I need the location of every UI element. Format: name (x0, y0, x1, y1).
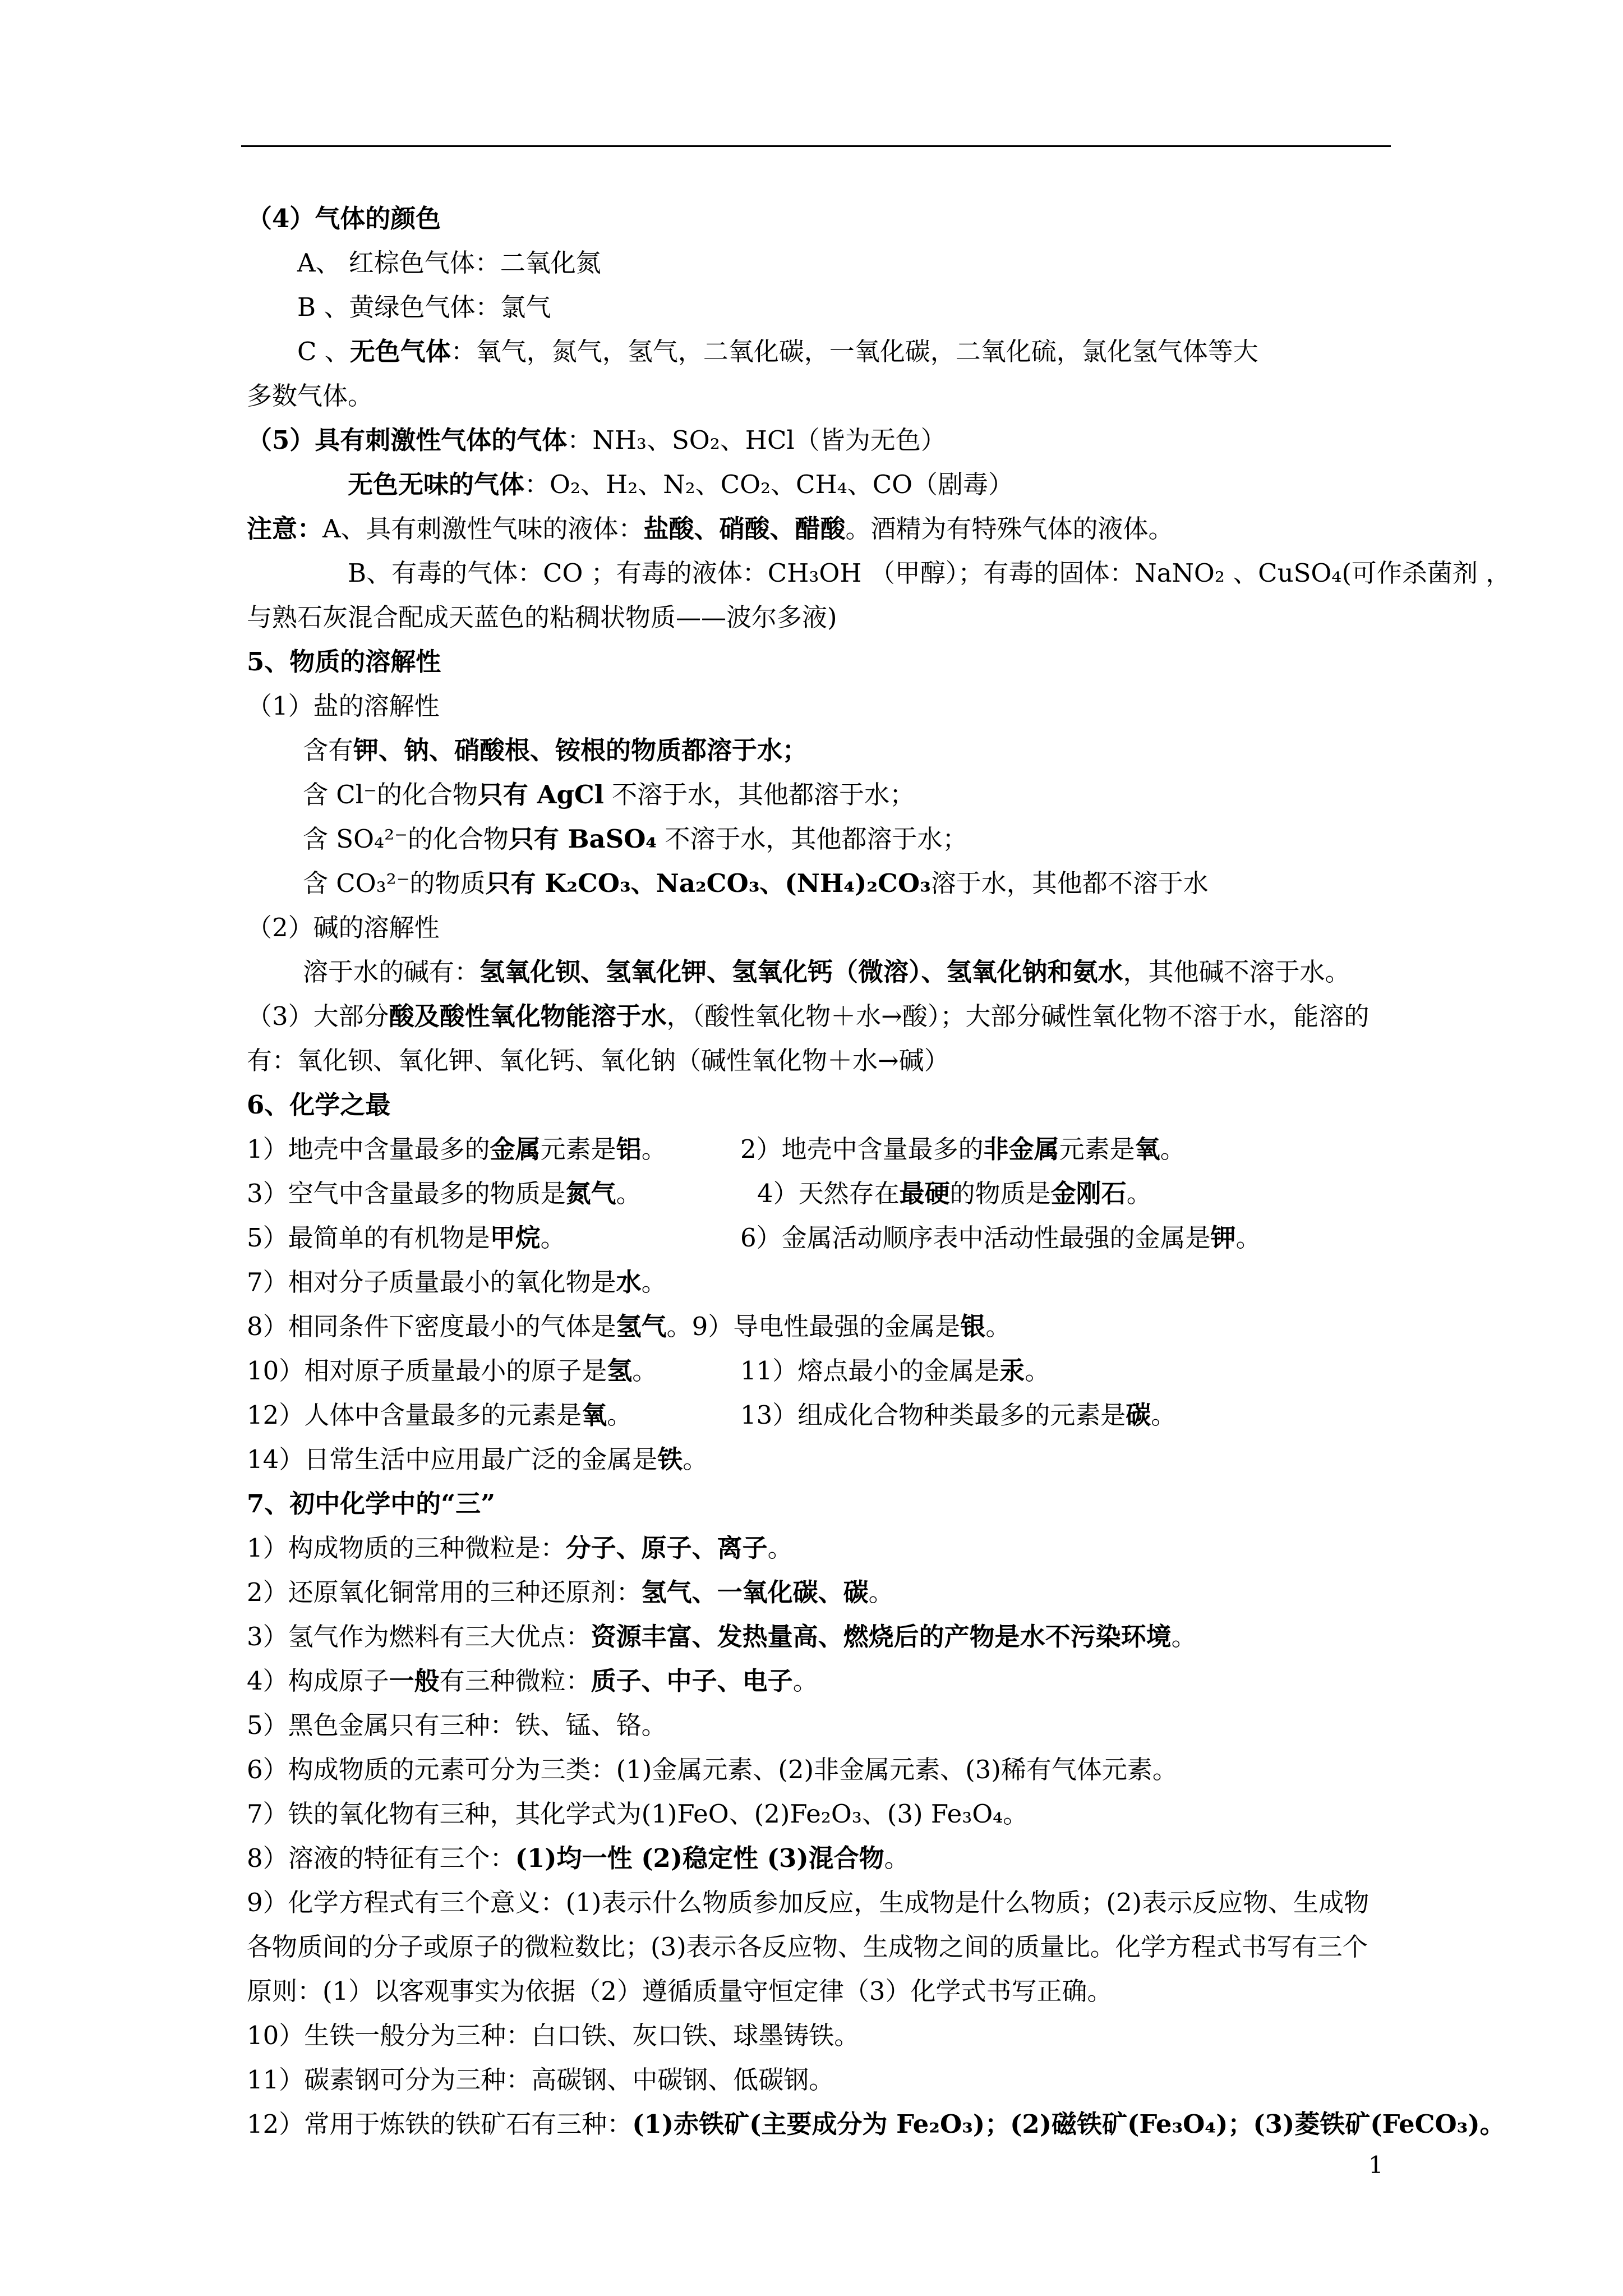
oxide-rule-bold: 酸及酸性氧化物能溶于水 (389, 1001, 667, 1031)
three-3-bold: 资源丰富、发热量高、燃烧后的产物是水不污染环境 (591, 1622, 1172, 1651)
superlative-2-text: 2）地壳中含量最多的 (740, 1134, 984, 1164)
salt-rule-3-text: 含 SO₄²⁻的化合物 (303, 824, 509, 854)
superlative-6-text: 6）金属活动顺序表中活动性最强的金属是 (740, 1223, 1211, 1253)
note-a (247, 507, 1380, 551)
superlative-11-bold: 汞 (999, 1356, 1025, 1386)
superlative-13 (740, 1400, 1176, 1430)
three-4-bold-a: 一般 (389, 1666, 440, 1696)
superlative-2 (740, 1134, 1186, 1164)
salt-rule-1-text: 含有 (303, 735, 354, 765)
superlative-4-mid: 的物质是 (949, 1179, 1051, 1208)
superlative-14 (247, 1437, 1380, 1481)
salt-rule-1 (247, 728, 1380, 772)
superlative-row-1 (247, 1127, 1380, 1171)
superlative-5-end: 。 (540, 1223, 566, 1253)
three-8-end: 。 (884, 1843, 910, 1873)
gas-odorless (247, 462, 1380, 507)
superlative-3-text: 3）空气中含量最多的物质是 (247, 1179, 566, 1208)
gas-smell-heading-text: ：NH₃、SO₂、HCl（皆为无色） (567, 425, 946, 455)
superlative-row-3 (247, 1216, 1380, 1260)
superlative-5-bold: 甲烷 (490, 1223, 541, 1253)
header-rule (241, 145, 1391, 147)
three-12-bold: (1)赤铁矿(主要成分为 Fe₂O₃)；(2)磁铁矿(Fe₃O₄)；(3)菱铁矿(FeCO₃)。 (632, 2109, 1505, 2139)
document-body (247, 196, 1511, 2146)
three-2-bold: 氢气、一氧化碳、碳 (641, 1577, 869, 1607)
base-rule (247, 950, 1380, 994)
superlative-12-text: 12）人体中含量最多的元素是 (247, 1400, 582, 1430)
three-3 (247, 1614, 1380, 1659)
superlative-10-text: 10）相对原子质量最小的原子是 (247, 1356, 607, 1386)
three-6: 6）构成物质的元素可分为三类：(1)金属元素、(2)非金属元素、(3)稀有气体元素。 (247, 1755, 1178, 1784)
salt-heading: （1）盐的溶解性 (247, 691, 440, 721)
salt-rule-3 (247, 817, 1380, 861)
note-b-cont: 与熟石灰混合配成天蓝色的粘稠状物质——波尔多液) (247, 602, 837, 632)
page-number: 1 (1368, 2151, 1384, 2179)
note-b: B、有毒的气体：CO ；有毒的液体：CH₃OH （甲醇）；有毒的固体：NaNO₂ 、CuSO₄(可作杀菌剂 ， (348, 558, 1511, 588)
superlative-7-text: 7）相对分子质量最小的氧化物是 (247, 1267, 616, 1297)
superlative-12-end: 。 (607, 1400, 633, 1430)
three-9-cont-1: 各物质间的分子或原子的微粒数比；(3)表示各反应物、生成物之间的质量比。化学方程式书写有三个 (247, 1932, 1368, 1962)
three-3-end: 。 (1171, 1622, 1197, 1651)
superlative-3 (247, 1171, 757, 1216)
superlative-4-bold-a: 最硬 (899, 1179, 950, 1208)
three-5: 5）黑色金属只有三种：铁、锰、铬。 (247, 1710, 667, 1740)
superlative-13-end: 。 (1151, 1400, 1177, 1430)
superlative-7 (247, 1260, 1380, 1304)
superlative-4 (757, 1179, 1152, 1208)
three-9-cont-2: 原则：(1）以客观事实为依据（2）遵循质量守恒定律（3）化学式书写正确。 (247, 1976, 1113, 2006)
salt-rule-4 (247, 861, 1380, 905)
three-10: 10）生铁一般分为三种：白口铁、灰口铁、球墨铸铁。 (247, 2021, 860, 2050)
superlative-9 (692, 1312, 1011, 1341)
gas-color-c (247, 329, 1380, 374)
superlative-6-end: 。 (1235, 1223, 1261, 1253)
superlative-4-end: 。 (1126, 1179, 1152, 1208)
superlative-5 (247, 1216, 740, 1260)
three-1 (247, 1526, 1380, 1570)
superlative-3-bold: 氮气 (565, 1179, 616, 1208)
note-a-text: A、具有刺激性气味的液体： (322, 514, 644, 544)
superlative-5-text: 5）最简单的有机物是 (247, 1223, 490, 1253)
superlative-10 (247, 1349, 740, 1393)
superlative-9-bold: 银 (960, 1312, 986, 1341)
superlative-3-end: 。 (616, 1179, 642, 1208)
salt-rule-2-text: 含 Cl⁻的化合物 (303, 780, 478, 809)
three-1-bold: 分子、原子、离子 (565, 1533, 768, 1563)
three-12-text: 12）常用于炼铁的铁矿石有三种： (247, 2109, 633, 2139)
superlative-2-bold-a: 非金属 (983, 1134, 1059, 1164)
three-1-text: 1）构成物质的三种微粒是： (247, 1533, 566, 1563)
salt-rule-3-tail: 不溶于水，其他都溶于水； (657, 824, 968, 854)
salt-rule-2-tail: 不溶于水，其他都溶于水； (603, 780, 915, 809)
superlative-6 (740, 1223, 1261, 1253)
superlative-row-6 (247, 1349, 1380, 1393)
note-a-bold: 盐酸、硝酸、醋酸 (643, 514, 846, 544)
superlative-11 (740, 1356, 1050, 1386)
superlative-11-text: 11）熔点最小的金属是 (740, 1356, 1000, 1386)
base-rule-bold: 氢氧化钡、氢氧化钾、氢氧化钙（微溶）、氢氧化钠和氨水 (479, 957, 1123, 987)
note-label: 注意： (247, 514, 323, 544)
salt-rule-2-bold: 只有 AgCl (477, 780, 604, 809)
base-rule-tail: ，其他碱不溶于水。 (1123, 957, 1350, 987)
superlative-14-text: 14）日常生活中应用最广泛的金属是 (247, 1444, 658, 1474)
superlative-1 (247, 1127, 740, 1171)
salt-rule-4-bold: 只有 K₂CO₃、Na₂CO₃、(NH₄)₂CO₃ (485, 868, 931, 898)
superlative-1-bold-a: 金属 (490, 1134, 541, 1164)
superlative-14-end: 。 (683, 1444, 708, 1474)
gas-color-c-prefix: C 、 (297, 337, 350, 366)
three-2-end: 。 (868, 1577, 894, 1607)
superlative-13-text: 13）组成化合物种类最多的元素是 (740, 1400, 1126, 1430)
note-a-tail: 。酒精为有特殊气体的液体。 (845, 514, 1174, 544)
oxide-rule-tail: ，（酸性氧化物＋水→酸）；大部分碱性氧化物不溶于水，能溶的 (666, 1001, 1370, 1031)
superlative-13-bold: 碳 (1126, 1400, 1151, 1430)
superlative-1-bold-b: 铝 (616, 1134, 642, 1164)
superlative-7-end: 。 (641, 1267, 667, 1297)
superlative-8-text: 8）相同条件下密度最小的气体是 (247, 1312, 616, 1341)
three-2 (247, 1570, 1380, 1614)
superlative-8 (247, 1312, 692, 1341)
oxide-rule-cont: 有：氧化钡、氧化钾、氧化钙、氧化钠（碱性氧化物＋水→碱） (247, 1046, 949, 1075)
gas-color-b: B 、黄绿色气体：氯气 (297, 292, 551, 322)
three-8-bold: (1)均一性 (2)稳定性 (3)混合物 (515, 1843, 884, 1873)
three-12 (247, 2102, 1505, 2146)
three-9: 9）化学方程式有三个意义：(1)表示什么物质参加反应，生成物是什么物质；(2)表示反应物、生成物 (247, 1888, 1370, 1917)
three-7: 7）铁的氧化物有三种，其化学式为(1)FeO、(2)Fe₂O₃、(3) Fe₃O₄。 (247, 1799, 1029, 1829)
superlative-2-mid: 元素是 (1059, 1134, 1135, 1164)
three-4-text: 4）构成原子 (247, 1666, 389, 1696)
oxide-rule (247, 994, 1380, 1038)
three-1-end: 。 (767, 1533, 793, 1563)
superlative-1-text: 1）地壳中含量最多的 (247, 1134, 490, 1164)
salt-rule-2 (247, 772, 1380, 817)
superlative-10-bold: 氢 (607, 1356, 633, 1386)
superlative-6-bold: 钾 (1210, 1223, 1236, 1253)
gas-color-c-bold: 无色气体 (349, 337, 451, 366)
superlative-2-bold-b: 氧 (1135, 1134, 1160, 1164)
superlative-9-text: 9）导电性最强的金属是 (691, 1312, 961, 1341)
gas-color-a: A、 红棕色气体：二氧化氮 (297, 248, 601, 278)
salt-rule-1-bold: 钾、钠、硝酸根、铵根的物质都溶于水； (353, 735, 808, 765)
salt-rule-3-bold: 只有 BaSO₄ (508, 824, 657, 854)
superlative-row-7 (247, 1393, 1380, 1437)
threes-heading: 7、初中化学中的“三” (247, 1489, 496, 1519)
superlative-10-end: 。 (632, 1356, 658, 1386)
base-heading: （2）碱的溶解性 (247, 913, 440, 942)
three-8-text: 8）溶液的特征有三个： (247, 1843, 515, 1873)
solubility-heading: 5、物质的溶解性 (247, 647, 441, 677)
gas-odorless-text: ：O₂、H₂、N₂、CO₂、CH₄、CO（剧毒） (524, 470, 1014, 499)
gas-smell-heading (247, 418, 1380, 462)
salt-rule-4-text: 含 CO₃²⁻的物质 (303, 868, 486, 898)
superlative-12-bold: 氧 (582, 1400, 607, 1430)
superlative-1-end: 。 (641, 1134, 667, 1164)
superlative-2-end: 。 (1160, 1134, 1186, 1164)
three-2-text: 2）还原氧化铜常用的三种还原剂： (247, 1577, 642, 1607)
three-4 (247, 1659, 1380, 1703)
base-rule-text: 溶于水的碱有： (303, 957, 480, 987)
superlative-1-mid: 元素是 (540, 1134, 616, 1164)
superlative-4-text: 4）天然存在 (757, 1179, 900, 1208)
oxide-rule-text: （3）大部分 (247, 1001, 389, 1031)
three-4-bold-b: 质子、中子、电子 (591, 1666, 793, 1696)
superlative-row-5 (247, 1304, 1380, 1349)
three-4-mid: 有三种微粒： (439, 1666, 591, 1696)
superlative-12 (247, 1393, 740, 1437)
superlative-11-end: 。 (1025, 1356, 1050, 1386)
three-3-text: 3）氢气作为燃料有三大优点： (247, 1622, 591, 1651)
gas-color-c-text: ：氧气，氮气，氢气，二氧化碳，一氧化碳，二氧化硫，氯化氢气体等大 (450, 337, 1258, 366)
gas-color-c-cont: 多数气体。 (247, 381, 374, 411)
superlative-9-end: 。 (985, 1312, 1011, 1341)
superlative-14-bold: 铁 (657, 1444, 683, 1474)
superlatives-heading: 6、化学之最 (247, 1090, 391, 1120)
superlative-8-bold: 氢气 (616, 1312, 667, 1341)
gas-smell-heading-bold: （5）具有刺激性气体的气体 (247, 425, 568, 455)
superlative-7-bold: 水 (616, 1267, 642, 1297)
superlative-row-2 (247, 1171, 1380, 1216)
gas-odorless-bold: 无色无味的气体 (348, 470, 525, 499)
three-8 (247, 1836, 1380, 1880)
three-4-end: 。 (792, 1666, 818, 1696)
superlative-4-bold-b: 金刚石 (1050, 1179, 1127, 1208)
gas-color-heading: （4）气体的颜色 (247, 204, 441, 233)
superlative-8-end: 。 (666, 1312, 692, 1341)
three-11: 11）碳素钢可分为三种：高碳钢、中碳钢、低碳钢。 (247, 2065, 834, 2095)
salt-rule-4-tail: 溶于水，其他都不溶于水 (930, 868, 1209, 898)
